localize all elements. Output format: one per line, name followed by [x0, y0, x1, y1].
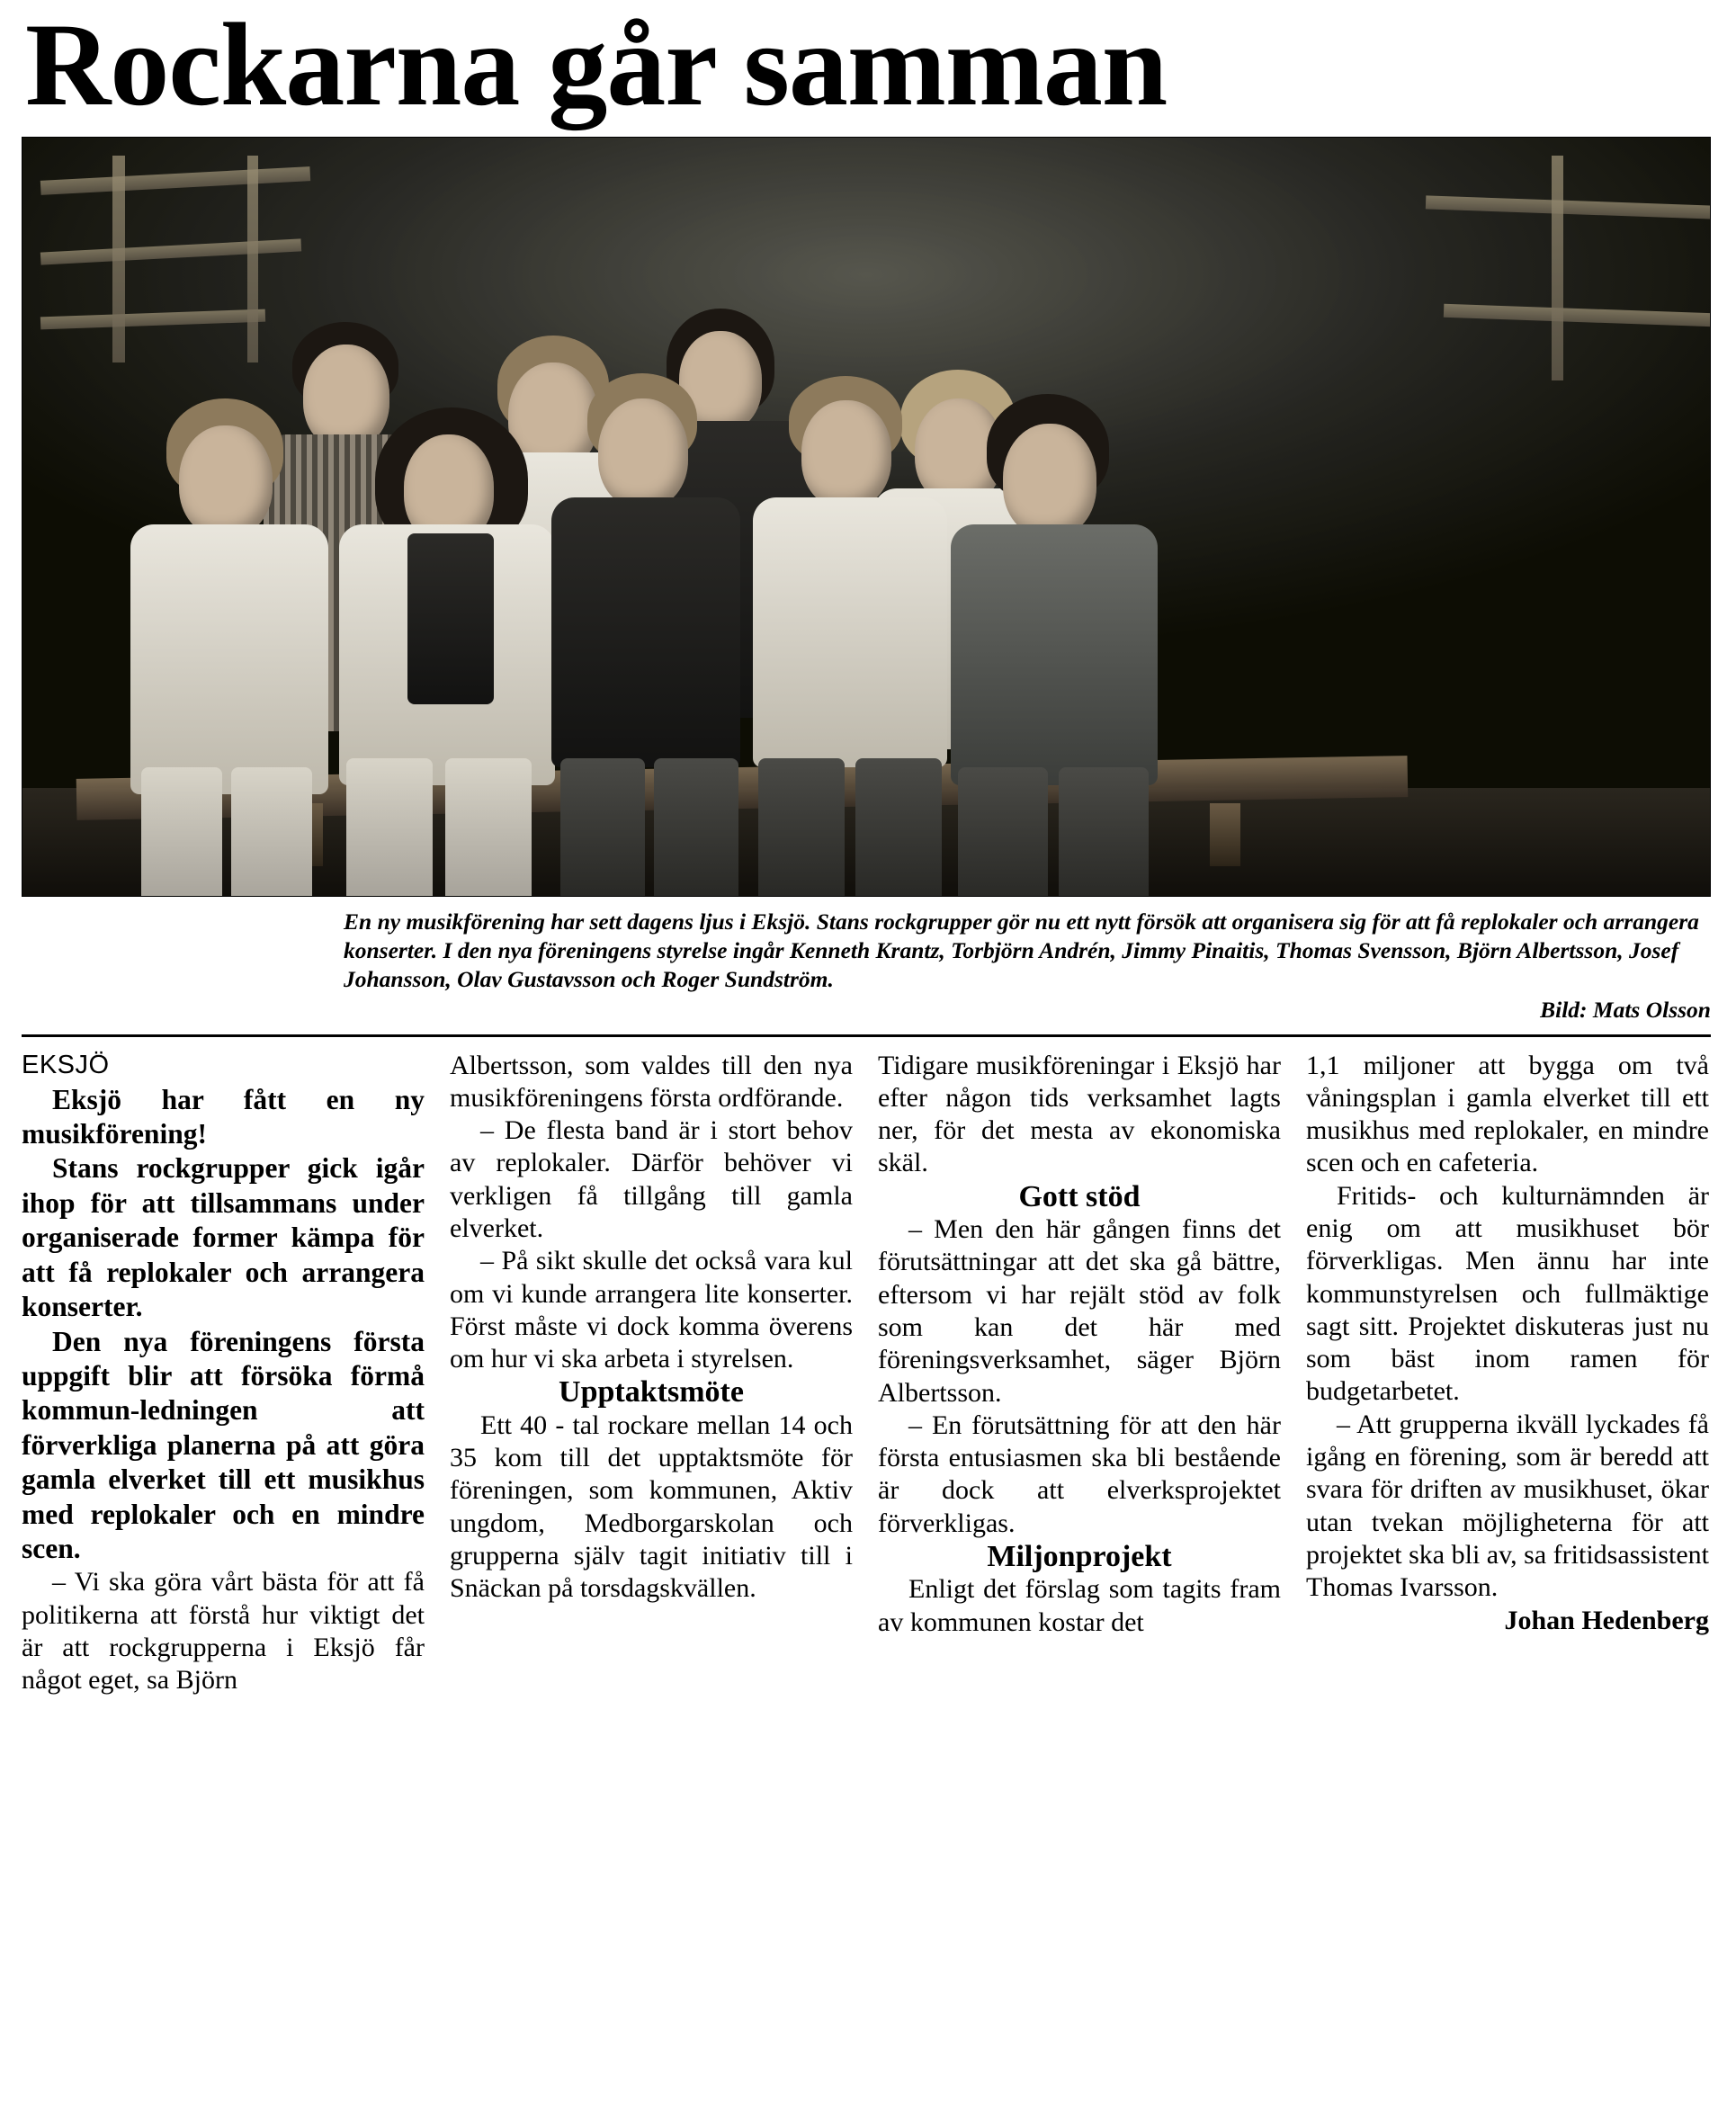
subheading: Upptaktsmöte — [559, 1375, 744, 1410]
body-paragraph: – De flesta band är i stort behov av replokaler. Därför behöver vi verkligen få tillgång till gamla elverket. — [450, 1115, 853, 1243]
lead-paragraph: Den nya föreningens första uppgift blir att försöka förmå kommun-ledningen att förverkliga planerna på att göra gamla elverket till ett musikhus med replokaler och en mindre scen. — [22, 1325, 425, 1565]
subheading: Gott stöd — [1018, 1179, 1141, 1213]
body-paragraph: Fritids- och kulturnämnden är enig om att musikhuset bör förverkligas. Men ännu har inte kommunstyrelsen och fullmäktige sagt sitt. Projektet diskuteras just nu som bäst inom ramen för budgetarbetet. — [1306, 1180, 1709, 1407]
subheading: Miljonprojekt — [987, 1540, 1172, 1574]
body-paragraph: – Att grupperna ikväll lyckades få igång en förening, som är beredd att svara för driften av musikhuset, ökar utan tvekan möjligheterna för att projektet ska bli av, sa fritidsassistent Thomas Ivarsson. — [1306, 1409, 1709, 1603]
background-beam — [1552, 156, 1563, 380]
body-paragraph: – Vi ska göra vårt bästa för att få politikerna att förstå hur viktigt det är att rockgrupperna i Eksjö får något eget, sa Björn — [22, 1567, 425, 1696]
body-paragraph: – En förutsättning för att den här första entusiasmen ska bli bestående är dock att elverksprojektet förverkligas. — [878, 1410, 1281, 1538]
article-column-3 — [878, 1050, 1281, 1640]
body-paragraph: Tidigare musikföreningar i Eksjö har efter någon tids verksamhet lagts ner, för det mesta av ekonomiska skäl. — [878, 1050, 1281, 1178]
body-paragraph: – På sikt skulle det också vara kul om vi kunde arrangera lite konserter. Först måste vi dock komma överens om hur vi ska arbeta i styrelsen. — [450, 1246, 853, 1374]
body-paragraph: – Men den här gången finns det förutsättningar att det ska gå bättre, eftersom vi har rejält stöd av folk som kan det här med föreningsverksamhet, säger Björn Albertsson. — [878, 1214, 1281, 1408]
page-title: Rockarna går samman — [25, 0, 1168, 130]
dateline: EKSJÖ — [22, 1050, 110, 1079]
article-body — [22, 1050, 1711, 1697]
photo-bench-leg — [1210, 803, 1240, 866]
article-column-4 — [1306, 1050, 1709, 1637]
photo-credit: Bild: Mats Olsson — [1540, 997, 1711, 1024]
lead-paragraph: Stans rockgrupper gick igår ihop för att tillsammans under organiserade former kämpa för att få replokaler och arrangera konserter. — [22, 1152, 425, 1323]
body-paragraph: Enligt det förslag som tagits fram av kommunen kostar det — [878, 1574, 1281, 1637]
body-paragraph: Albertsson, som valdes till den nya musikföreningens första ordförande. — [450, 1050, 853, 1113]
background-beam — [247, 156, 258, 362]
body-paragraph: 1,1 miljoner att bygga om två våningsplan i gamla elverket till ett musikhus med replokaler, en mindre scen och en cafeteria. — [1306, 1050, 1709, 1178]
photo-caption: En ny musikförening har sett dagens ljus i Eksjö. Stans rockgrupper gör nu ett nytt försök att organisera sig för att få replokaler och arrangera konserter. I den nya föreningens styrelse ingår Kenneth Krantz, Torbjörn Andrén, Jimmy Pinaitis, Thomas Svensson, Björn Albertsson, Josef Johansson, Olav Gustavsson och Roger Sundström. — [344, 908, 1699, 993]
article-photo — [22, 137, 1711, 897]
body-paragraph: Ett 40 - tal rockare mellan 14 och 35 kom till det upptaktsmöte för föreningen, som kommunen, Aktiv ungdom, Medborgarskolan och grupperna själv tagit initiativ till i Snäckan på torsdagskvällen. — [450, 1410, 853, 1604]
background-beam — [112, 156, 125, 362]
article-column-1 — [22, 1050, 425, 1697]
byline: Johan Hedenberg — [1504, 1605, 1709, 1635]
article-column-2 — [450, 1050, 853, 1606]
lead-paragraph: Eksjö har fått en ny musikförening! — [22, 1083, 425, 1150]
divider — [22, 1034, 1711, 1037]
